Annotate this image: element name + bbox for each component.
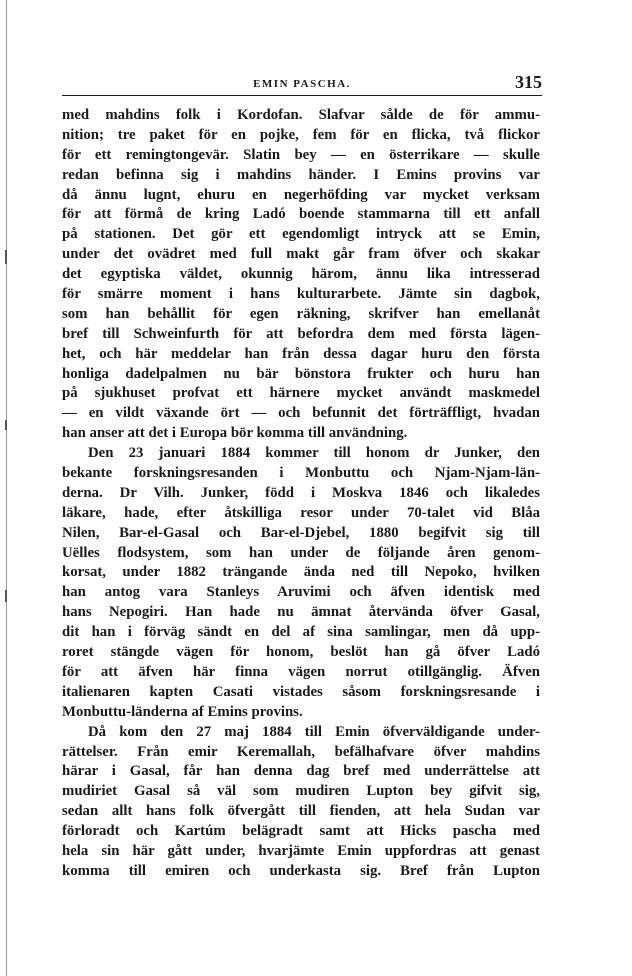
- text-line: bref till Schweinfurth för att befordra dem med första lägen-: [62, 325, 540, 342]
- text-line: på stationen. Det gör ett egendomligt intryck att se Emin,: [62, 226, 540, 243]
- text-line: han antog vara Stanleys Aruvimi och äfven identisk med: [62, 584, 540, 601]
- edge-mark: [5, 420, 7, 430]
- text-line: förloradt och Kartúm belägradt samt att Hicks pascha med: [62, 823, 540, 840]
- text-line: Nilen, Bar-el-Gasal och Bar-el-Djebel, 1880 begifvit sig till: [62, 524, 540, 541]
- edge-mark: [5, 590, 7, 602]
- text-line: hans Nepogiri. Han hade nu ämnat återvända öfver Gasal,: [62, 604, 540, 621]
- text-line: roret stängde vägen för honom, beslöt han gå öfver Ladó: [62, 644, 540, 661]
- text-line: bekante forskningsresanden i Monbuttu och Njam-Njam-län-: [62, 465, 540, 482]
- text-line: mudiriet Gasal så väl som mudiren Lupton bey gifvit sig,: [62, 783, 540, 800]
- text-line: han anser att det i Europa bör komma till användning.: [62, 425, 408, 442]
- text-line: Då kom den 27 maj 1884 till Emin öfverväldigande under-: [88, 723, 540, 740]
- text-line: Den 23 januari 1884 kommer till honom dr Junker, den: [88, 445, 540, 462]
- text-line: som han behållit för egen räkning, skrifver han emellanåt: [62, 305, 540, 322]
- running-header: [62, 72, 542, 94]
- text-line: hela sin här gått under, hvarjämte Emin uppfordras att genast: [62, 842, 540, 859]
- text-line: för att äfven här finna vägen norrut otillgänglig. Äfven: [62, 663, 540, 680]
- text-line: för smärre moment i hans kulturarbete. Jämte sin dagbok,: [62, 286, 540, 303]
- text-line: het, och här meddelar han från dessa dagar huru den första: [62, 345, 540, 362]
- text-line: nition; tre paket för en pojke, fem för en flicka, två flickor: [62, 126, 540, 143]
- text-line: italienaren kapten Casati vistades såsom forskningsresande i: [62, 683, 540, 700]
- text-line: för ett remingtongevär. Slatin bey — en österrikare — skulle: [62, 146, 540, 163]
- edge-mark: [5, 250, 7, 264]
- text-line: under det ovädret med full makt går fram öfver och skakar: [62, 246, 540, 263]
- body-text: [62, 106, 540, 882]
- text-line: komma till emiren och underkasta sig. Bref från Lupton: [62, 862, 540, 879]
- text-line: derna. Dr Vilh. Junker, född i Moskva 1846 och likaledes: [62, 484, 540, 501]
- text-line: honliga dadelpalmen nu bär bönstora frukter och huru han: [62, 365, 540, 382]
- header-rule: [62, 95, 542, 96]
- running-title: EMIN PASCHA.: [253, 78, 351, 90]
- text-line: Uëlles flodsystem, som han under de följande åren genom-: [62, 544, 540, 561]
- text-line: Monbuttu-länderna af Emins provins.: [62, 703, 303, 720]
- text-line: rättelser. Från emir Keremallah, befälhafvare öfver mahdins: [62, 743, 540, 760]
- text-line: korsat, under 1882 trängande ända ned till Nepoko, hvilken: [62, 564, 540, 581]
- text-line: redan befinna sig i mahdins händer. I Emins provins var: [62, 166, 540, 183]
- text-line: då ännu lugnt, ehuru en negerhöfding var mycket verksam: [62, 186, 540, 203]
- text-line: härar i Gasal, får han denna dag bref med underrättelse att: [62, 763, 540, 780]
- text-line: läkare, hade, efter åtskilliga resor under 70-talet vid Blåa: [62, 504, 540, 521]
- text-line: det egyptiska väldet, okunnig härom, ännu lika intresserad: [62, 266, 540, 283]
- text-line: med mahdins folk i Kordofan. Slafvar sålde de för ammu-: [62, 107, 540, 123]
- text-line: på sjukhuset profvat ett härnere mycket användt maskmedel: [62, 385, 540, 402]
- text-line: sedan allt hans folk öfvergått till fienden, att hela Sudan var: [62, 803, 540, 820]
- page-edge-line: [6, 0, 7, 976]
- text-line: — en vildt växande ört — och befunnit det förträffligt, hvadan: [62, 405, 540, 422]
- text-line: för att förmå de kring Ladó boende stammarna till ett anfall: [62, 206, 540, 223]
- text-line: dit han i förväg sändt en del af sina samlingar, men då upp-: [62, 624, 540, 641]
- page-number: 315: [515, 72, 542, 92]
